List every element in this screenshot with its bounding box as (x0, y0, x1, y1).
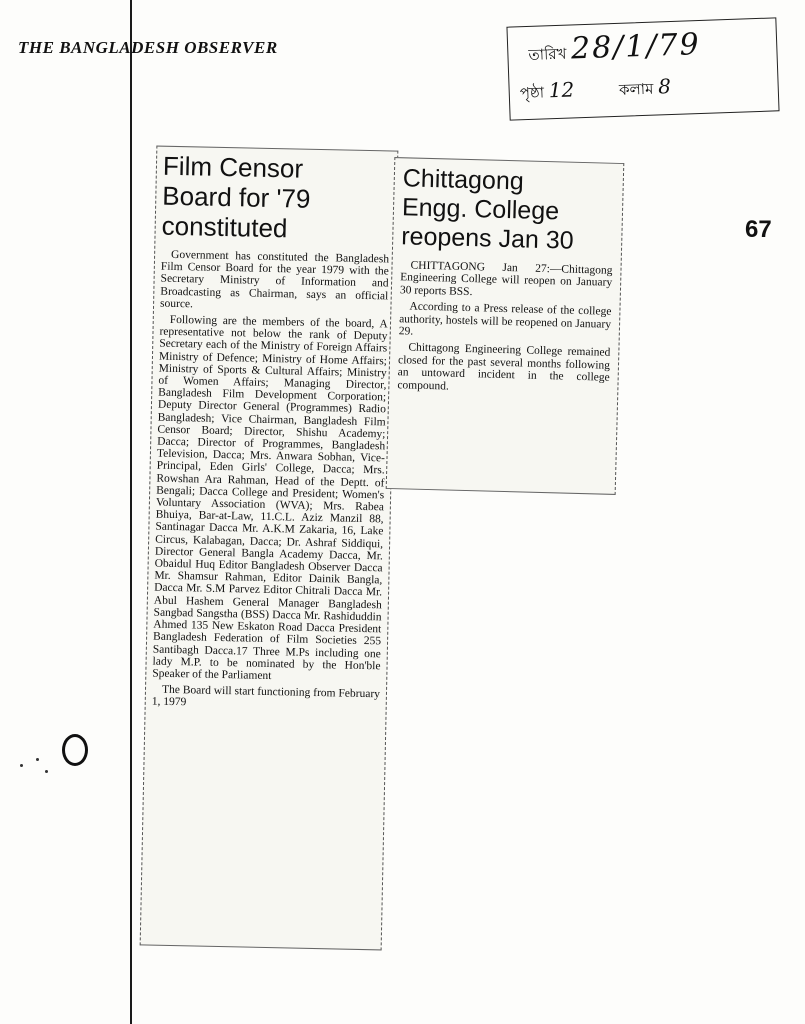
article-1-headline (161, 151, 391, 246)
stamp-page-row (519, 74, 671, 107)
article-2-paragraph: CHITTAGONG Jan 27:—Chittagong Engineering College will reopen on January 30 reports BSS. (399, 259, 613, 298)
article-2-headline-line: Engg. College (401, 193, 560, 226)
stamp-date-value: 28/1/79 (570, 26, 702, 67)
stamp-column-value: 8 (657, 74, 672, 99)
article-1-paragraph: Government has constituted the Bangladesh Film Censor Board for the year 1979 with the Secretary Ministry of Information and Broadcasting as Chairman, says an official source. (159, 248, 390, 311)
article-1-paragraph: The Board will start functioning from February 1, 1979 (151, 683, 381, 709)
page-number: 67 (745, 216, 772, 243)
stamp-column-label: কলাম (618, 79, 654, 99)
scan-speck (45, 770, 48, 773)
archive-stamp (506, 17, 779, 120)
stamp-date-row (528, 27, 702, 69)
scan-speck (36, 758, 39, 761)
scan-speck (20, 764, 23, 767)
newspaper-masthead: THE BANGLADESH OBSERVER (18, 38, 278, 57)
stamp-page-value: 12 (548, 77, 575, 103)
stamp-date-label: তারিখ (528, 44, 567, 64)
article-1-headline-line: Film Censor (162, 150, 304, 184)
article-1-paragraph: Following are the members of the board, A representative not below the rank of Deputy Secretary each of the Ministry of Foreign Affairs Ministry of Defence; Ministry of Home Affairs; Ministry of Sports & Cultural Affairs; Ministry of Women Affairs; Managing Director, Bangladesh Film Development Corporation; Deputy Director General (Programmes) Radio Bangladesh; Vice Chairman, Bangladesh Film Censor Board; Director, Shishu Academy; Dacca; Director of Programmes, Bangladesh Television, Dacca; Mrs. Anwara Sobhan, Vice-Principal, Eden Girls' College, Dacca; Mrs. Rowshan Ara Rahman, Head of the Deptt. of Bengali; Dacca College and President; Women's Voluntary Association (WVA); Mrs. Rabea Bhuiya, Bar-at-Law, 11.C.L. Aziz Manzil 88, Santinagar Dacca Mr. A.K.M Zakaria, 16, Lake Circus, Kalabagan, Dacca; Dr. Ashraf Siddiqui, Director General Bangla Academy Dacca, Mr. Obaidul Huq Editor Bangladesh Observer Dacca Mr. Shamsur Rahman, Editor Dainik Bangla, Dacca Mr. S.M Parvez Editor Chitrali Dacca Mr. Abul Hashem General Manager Bangladesh Sangbad Sangstha (BSS) Dacca Mr. Rashiduddin Ahmed 135 New Eskaton Road Dacca President Bangladesh Federation of Film Societies 255 Santibagh Dacca.17 Three M.Ps including one lady M.P. to be nominated by the Hon'ble Speaker of the Parliament (152, 313, 388, 682)
article-2-headline (401, 164, 615, 257)
article-2-body (397, 259, 612, 397)
stamp-page-label: পৃষ্ঠা (519, 83, 545, 103)
article-1-headline-line: constituted (161, 210, 288, 244)
punch-hole (62, 734, 88, 766)
article-clipping-chittagong (386, 157, 625, 495)
article-clipping-film-censor (140, 146, 399, 951)
article-2-headline-line: Chittagong (402, 164, 525, 196)
article-2-headline-line: reopens Jan 30 (400, 222, 574, 255)
article-2-paragraph: According to a Press release of the college authority, hostels will be reopened on January 29. (398, 300, 612, 338)
margin-line (130, 0, 132, 1024)
article-2-paragraph: Chittagong Engineering College remained closed for the past several months following an untoward incident in the college compound. (397, 341, 611, 393)
article-1-headline-line: Board for '79 (162, 180, 311, 214)
article-1-body (152, 249, 390, 713)
